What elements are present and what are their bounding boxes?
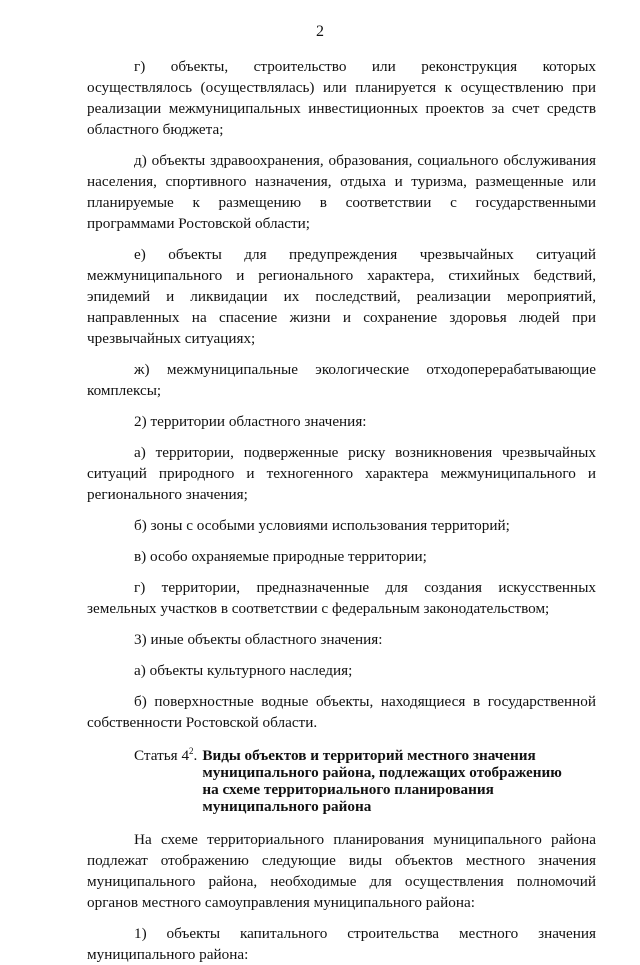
article-superscript: 2 (189, 746, 194, 756)
paragraph-item-e-emergency: е) объекты для предупреждения чрезвычайных ситуаций межмуниципального и регионального характера, стихийных бедствий, эпидемий и ликвидации их последствий, реализации мероприятий, направленных на спасение жизни и сохранение здоровья людей при чрезвычайных ситуациях; (87, 246, 596, 347)
paragraph-item-d-healthcare: д) объекты здравоохранения, образования, социального обслуживания населения, спортивного назначения, отдыха и туризма, размещенные или планируемые к размещению в соответствии с государственными программами Ростовской области; (87, 152, 596, 232)
paragraph-item-v-protected: в) особо охраняемые природные территории; (134, 548, 427, 565)
paragraph-item-b-water: б) поверхностные водные объекты, находящиеся в государственной собственности Ростовской области. (87, 693, 596, 731)
article-title-line: на схеме территориального планирования (202, 781, 494, 798)
paragraph-section-2-territories: 2) территории областного значения: (134, 413, 367, 430)
paragraph-article-intro: На схеме территориального планирования муниципального района подлежат отображению следующие виды объектов местного значения муниципального района, необходимые для осуществления полномочий органов местного самоуправления муниципального района: (87, 831, 596, 911)
paragraph-item-a-risk: а) территории, подверженные риску возникновения чрезвычайных ситуаций природного и техногенного характера межмуниципального и регионального значения; (87, 444, 596, 503)
paragraph-item-a-heritage: а) объекты культурного наследия; (134, 662, 353, 679)
paragraph-item-g-investment: г) объекты, строительство или реконструкция которых осуществлялось (осуществлялась) или планируется к осуществлению при реализации межмуниципальных инвестиционных проектов за счет средств областного бюджета; (87, 58, 596, 138)
article-title (202, 747, 562, 815)
article-number: Статья $4^2$. (134, 746, 198, 764)
article-heading (134, 747, 596, 815)
article-title-line: муниципального района (202, 798, 372, 815)
page-number: 2 (316, 23, 324, 40)
document-body (87, 0, 596, 965)
paragraph-item-g-artificial: г) территории, предназначенные для создания искусственных земельных участков в соответствии с федеральным законодательством; (87, 579, 596, 617)
paragraph-item-b-zones: б) зоны с особыми условиями использования территорий; (134, 517, 510, 534)
paragraph-item-1-capital: 1) объекты капитального строительства местного значения муниципального района: (87, 925, 596, 963)
paragraph-section-3-other: 3) иные объекты областного значения: (134, 631, 383, 648)
article-title-line: муниципального района, подлежащих отображению (202, 764, 562, 781)
article-title-line: Виды объектов и территорий местного значения (202, 747, 536, 764)
paragraph-item-zh-waste: ж) межмуниципальные экологические отходоперерабатывающие комплексы; (87, 361, 596, 399)
